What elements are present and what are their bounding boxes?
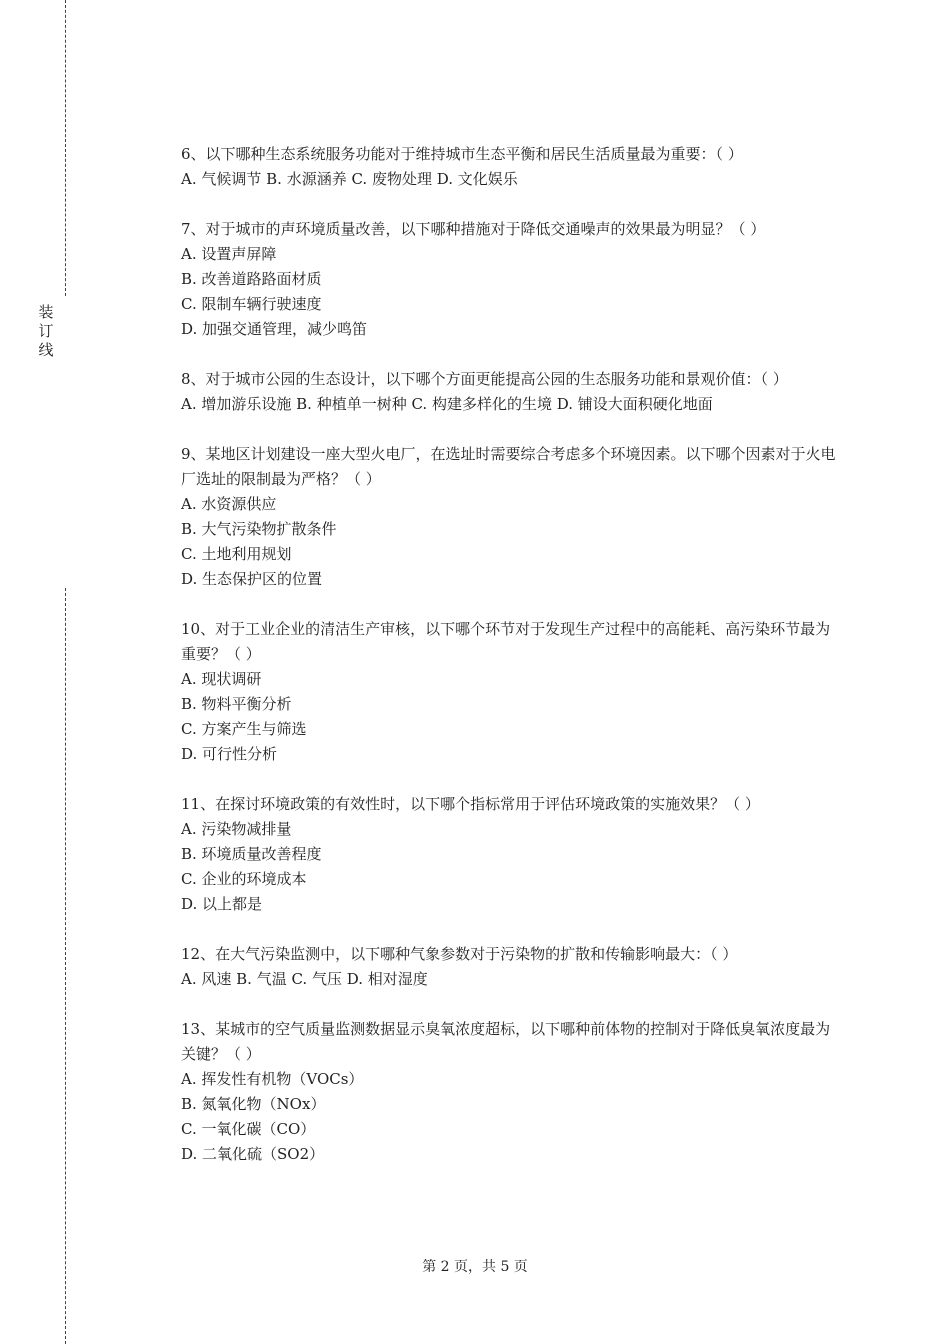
question-text: 8、对于城市公园的生态设计，以下哪个方面更能提高公园的生态服务功能和景观价值：（ ）	[181, 370, 788, 388]
option-d: D. 二氧化硫（SO2）	[181, 1145, 325, 1163]
question-8	[181, 367, 841, 417]
option-c: C. 土地利用规划	[181, 545, 292, 563]
option-b: B. 物料平衡分析	[181, 695, 292, 713]
question-options: A. 风速 B. 气温 C. 气压 D. 相对湿度	[181, 970, 428, 988]
option-c: C. 一氧化碳（CO）	[181, 1120, 316, 1138]
option-b: B. 大气污染物扩散条件	[181, 520, 337, 538]
question-list	[181, 142, 841, 1192]
option-a: A. 水资源供应	[181, 495, 277, 513]
page-number: 第 2 页，共 5 页	[422, 1259, 528, 1275]
option-b: B. 氮氧化物（NOx）	[181, 1095, 326, 1113]
binding-char: 装	[38, 303, 54, 321]
question-9	[181, 442, 841, 592]
option-c: C. 限制车辆行驶速度	[181, 295, 322, 313]
question-options: A. 气候调节 B. 水源涵养 C. 废物处理 D. 文化娱乐	[181, 170, 518, 188]
binding-label	[36, 303, 56, 360]
question-options: A. 增加游乐设施 B. 种植单一树种 C. 构建多样化的生境 D. 铺设大面积硬化地面	[181, 395, 713, 413]
binding-char: 订	[38, 322, 54, 340]
question-text: 9、某地区计划建设一座大型火电厂，在选址时需要综合考虑多个环境因素。以下哪个因素对于火电厂选址的限制最为严格？（ ）	[181, 445, 836, 488]
option-b: B. 改善道路路面材质	[181, 270, 322, 288]
option-d: D. 以上都是	[181, 895, 263, 913]
question-11	[181, 792, 841, 917]
question-12	[181, 942, 841, 992]
option-d: D. 生态保护区的位置	[181, 570, 323, 588]
binding-dashed-line-top	[65, 0, 66, 296]
question-text: 10、对于工业企业的清洁生产审核，以下哪个环节对于发现生产过程中的高能耗、高污染环节最为重要？（ ）	[181, 620, 831, 663]
option-c: C. 企业的环境成本	[181, 870, 307, 888]
option-a: A. 设置声屏障	[181, 245, 277, 263]
option-d: D. 加强交通管理，减少鸣笛	[181, 320, 368, 338]
question-6	[181, 142, 841, 192]
question-text: 11、在探讨环境政策的有效性时，以下哪个指标常用于评估环境政策的实施效果？（ ）	[181, 795, 760, 813]
option-d: D. 可行性分析	[181, 745, 278, 763]
option-a: A. 现状调研	[181, 670, 262, 688]
option-a: A. 污染物减排量	[181, 820, 292, 838]
option-b: B. 环境质量改善程度	[181, 845, 322, 863]
question-7	[181, 217, 841, 342]
question-10	[181, 617, 841, 767]
question-13	[181, 1017, 841, 1167]
option-c: C. 方案产生与筛选	[181, 720, 307, 738]
question-text: 12、在大气污染监测中，以下哪种气象参数对于污染物的扩散和传输影响最大：（ ）	[181, 945, 738, 963]
question-text: 6、以下哪种生态系统服务功能对于维持城市生态平衡和居民生活质量最为重要：（ ）	[181, 145, 743, 163]
question-text: 7、对于城市的声环境质量改善，以下哪种措施对于降低交通噪声的效果最为明显？（ ）	[181, 220, 766, 238]
binding-char: 线	[38, 341, 54, 359]
binding-dashed-line-bottom	[65, 588, 66, 1344]
question-text: 13、某城市的空气质量监测数据显示臭氧浓度超标，以下哪种前体物的控制对于降低臭氧浓度最为关键？（ ）	[181, 1020, 831, 1063]
option-a: A. 挥发性有机物（VOCs）	[181, 1070, 364, 1088]
